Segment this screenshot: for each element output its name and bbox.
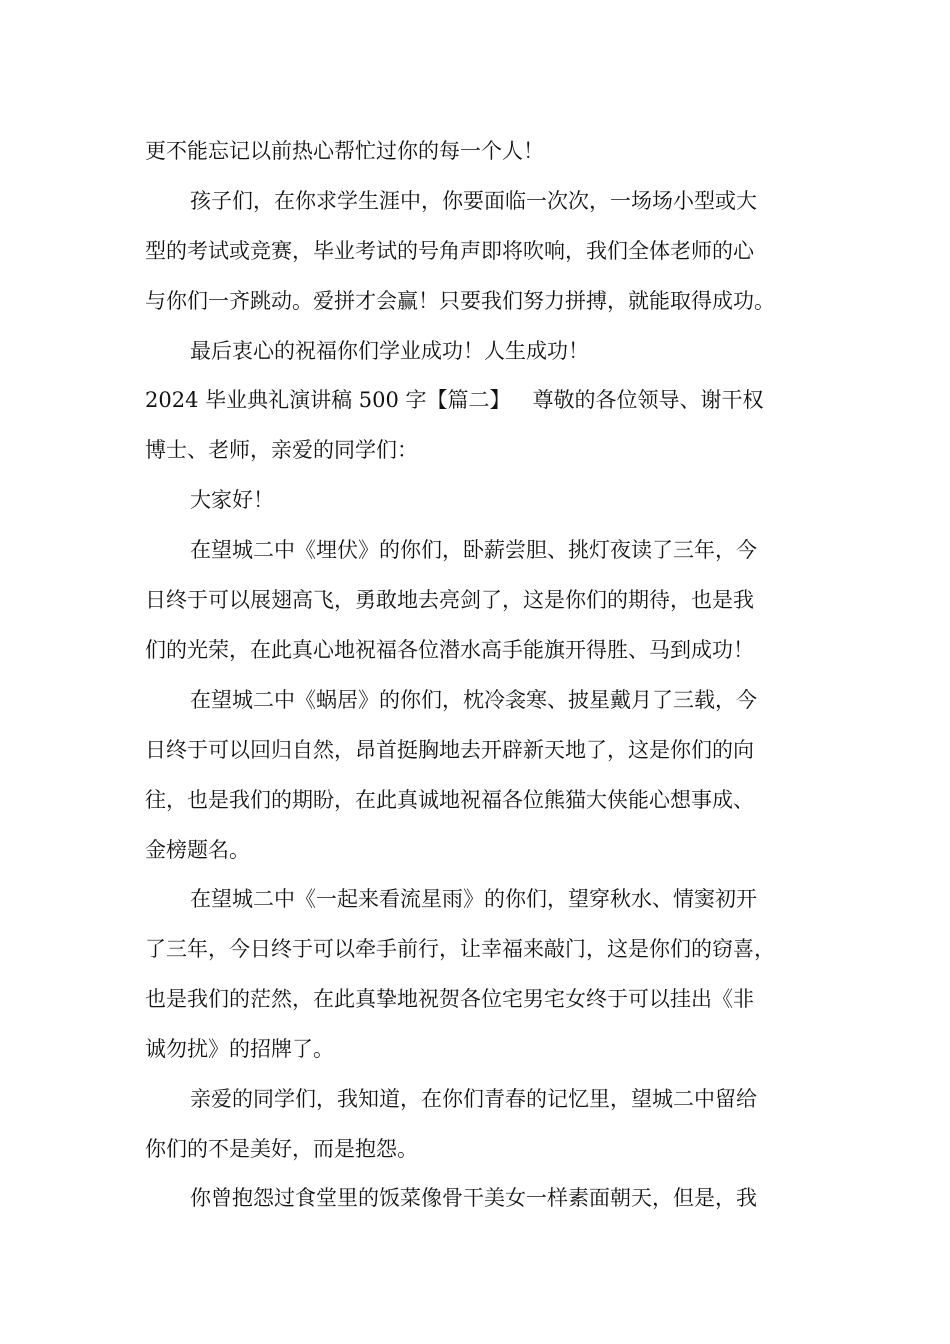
text-line: 更不能忘记以前热心帮忙过你的每一个人！ <box>145 139 544 163</box>
text-line: 你曾抱怨过食堂里的饭菜像骨干美女一样素面朝天，但是，我 <box>190 1186 757 1210</box>
text-line: 了三年，今日终于可以牵手前行，让幸福来敲门，这是你们的窃喜， <box>145 937 775 961</box>
text-line: 往，也是我们的期盼，在此真诚地祝福各位熊猫大侠能心想事成、 <box>145 788 754 812</box>
text-line: 金榜题名。 <box>145 838 250 862</box>
text-line: 与你们一齐跳动。爱拼才会赢！只要我们努力拼搏，就能取得成功。 <box>145 289 775 313</box>
text-line: 博士、老师，亲爱的同学们： <box>145 438 418 462</box>
text-line: 也是我们的茫然，在此真挚地祝贺各位宅男宅女终于可以挂出《非 <box>145 987 754 1011</box>
text-line: 最后衷心的祝福你们学业成功！人生成功！ <box>190 339 589 363</box>
text-line: 日终于可以回归自然，昂首挺胸地去开辟新天地了，这是你们的向 <box>145 738 754 762</box>
text-line: 孩子们，在你求学生涯中，你要面临一次次，一场场小型或大 <box>190 189 757 213</box>
text-line: 型的考试或竞赛，毕业考试的号角声即将吹响，我们全体老师的心 <box>145 239 754 263</box>
text-line: 日终于可以展翅高飞，勇敢地去亮剑了，这是你们的期待，也是我 <box>145 588 754 612</box>
section-heading-line <box>145 386 764 414</box>
section-title: 2024 毕业典礼演讲稿 500 字【篇二】 <box>145 388 511 412</box>
text-line: 们的光荣，在此真心地祝福各位潜水高手能旗开得胜、马到成功！ <box>145 638 754 662</box>
text-line: 大家好！ <box>190 488 274 512</box>
text-line: 亲爱的同学们，我知道，在你们青春的记忆里，望城二中留给 <box>190 1087 757 1111</box>
text-line: 你们的不是美好，而是抱怨。 <box>145 1137 418 1161</box>
text-line: 在望城二中《一起来看流星雨》的你们，望穿秋水、情窦初开 <box>190 887 757 911</box>
salutation-start: 尊敬的各位领导、谢干权 <box>532 388 764 412</box>
text-line: 诚勿扰》的招牌了。 <box>145 1037 334 1061</box>
text-line: 在望城二中《蜗居》的你们，枕冷衾寒、披星戴月了三载，今 <box>190 688 757 712</box>
text-line: 在望城二中《埋伏》的你们，卧薪尝胆、挑灯夜读了三年，今 <box>190 538 757 562</box>
